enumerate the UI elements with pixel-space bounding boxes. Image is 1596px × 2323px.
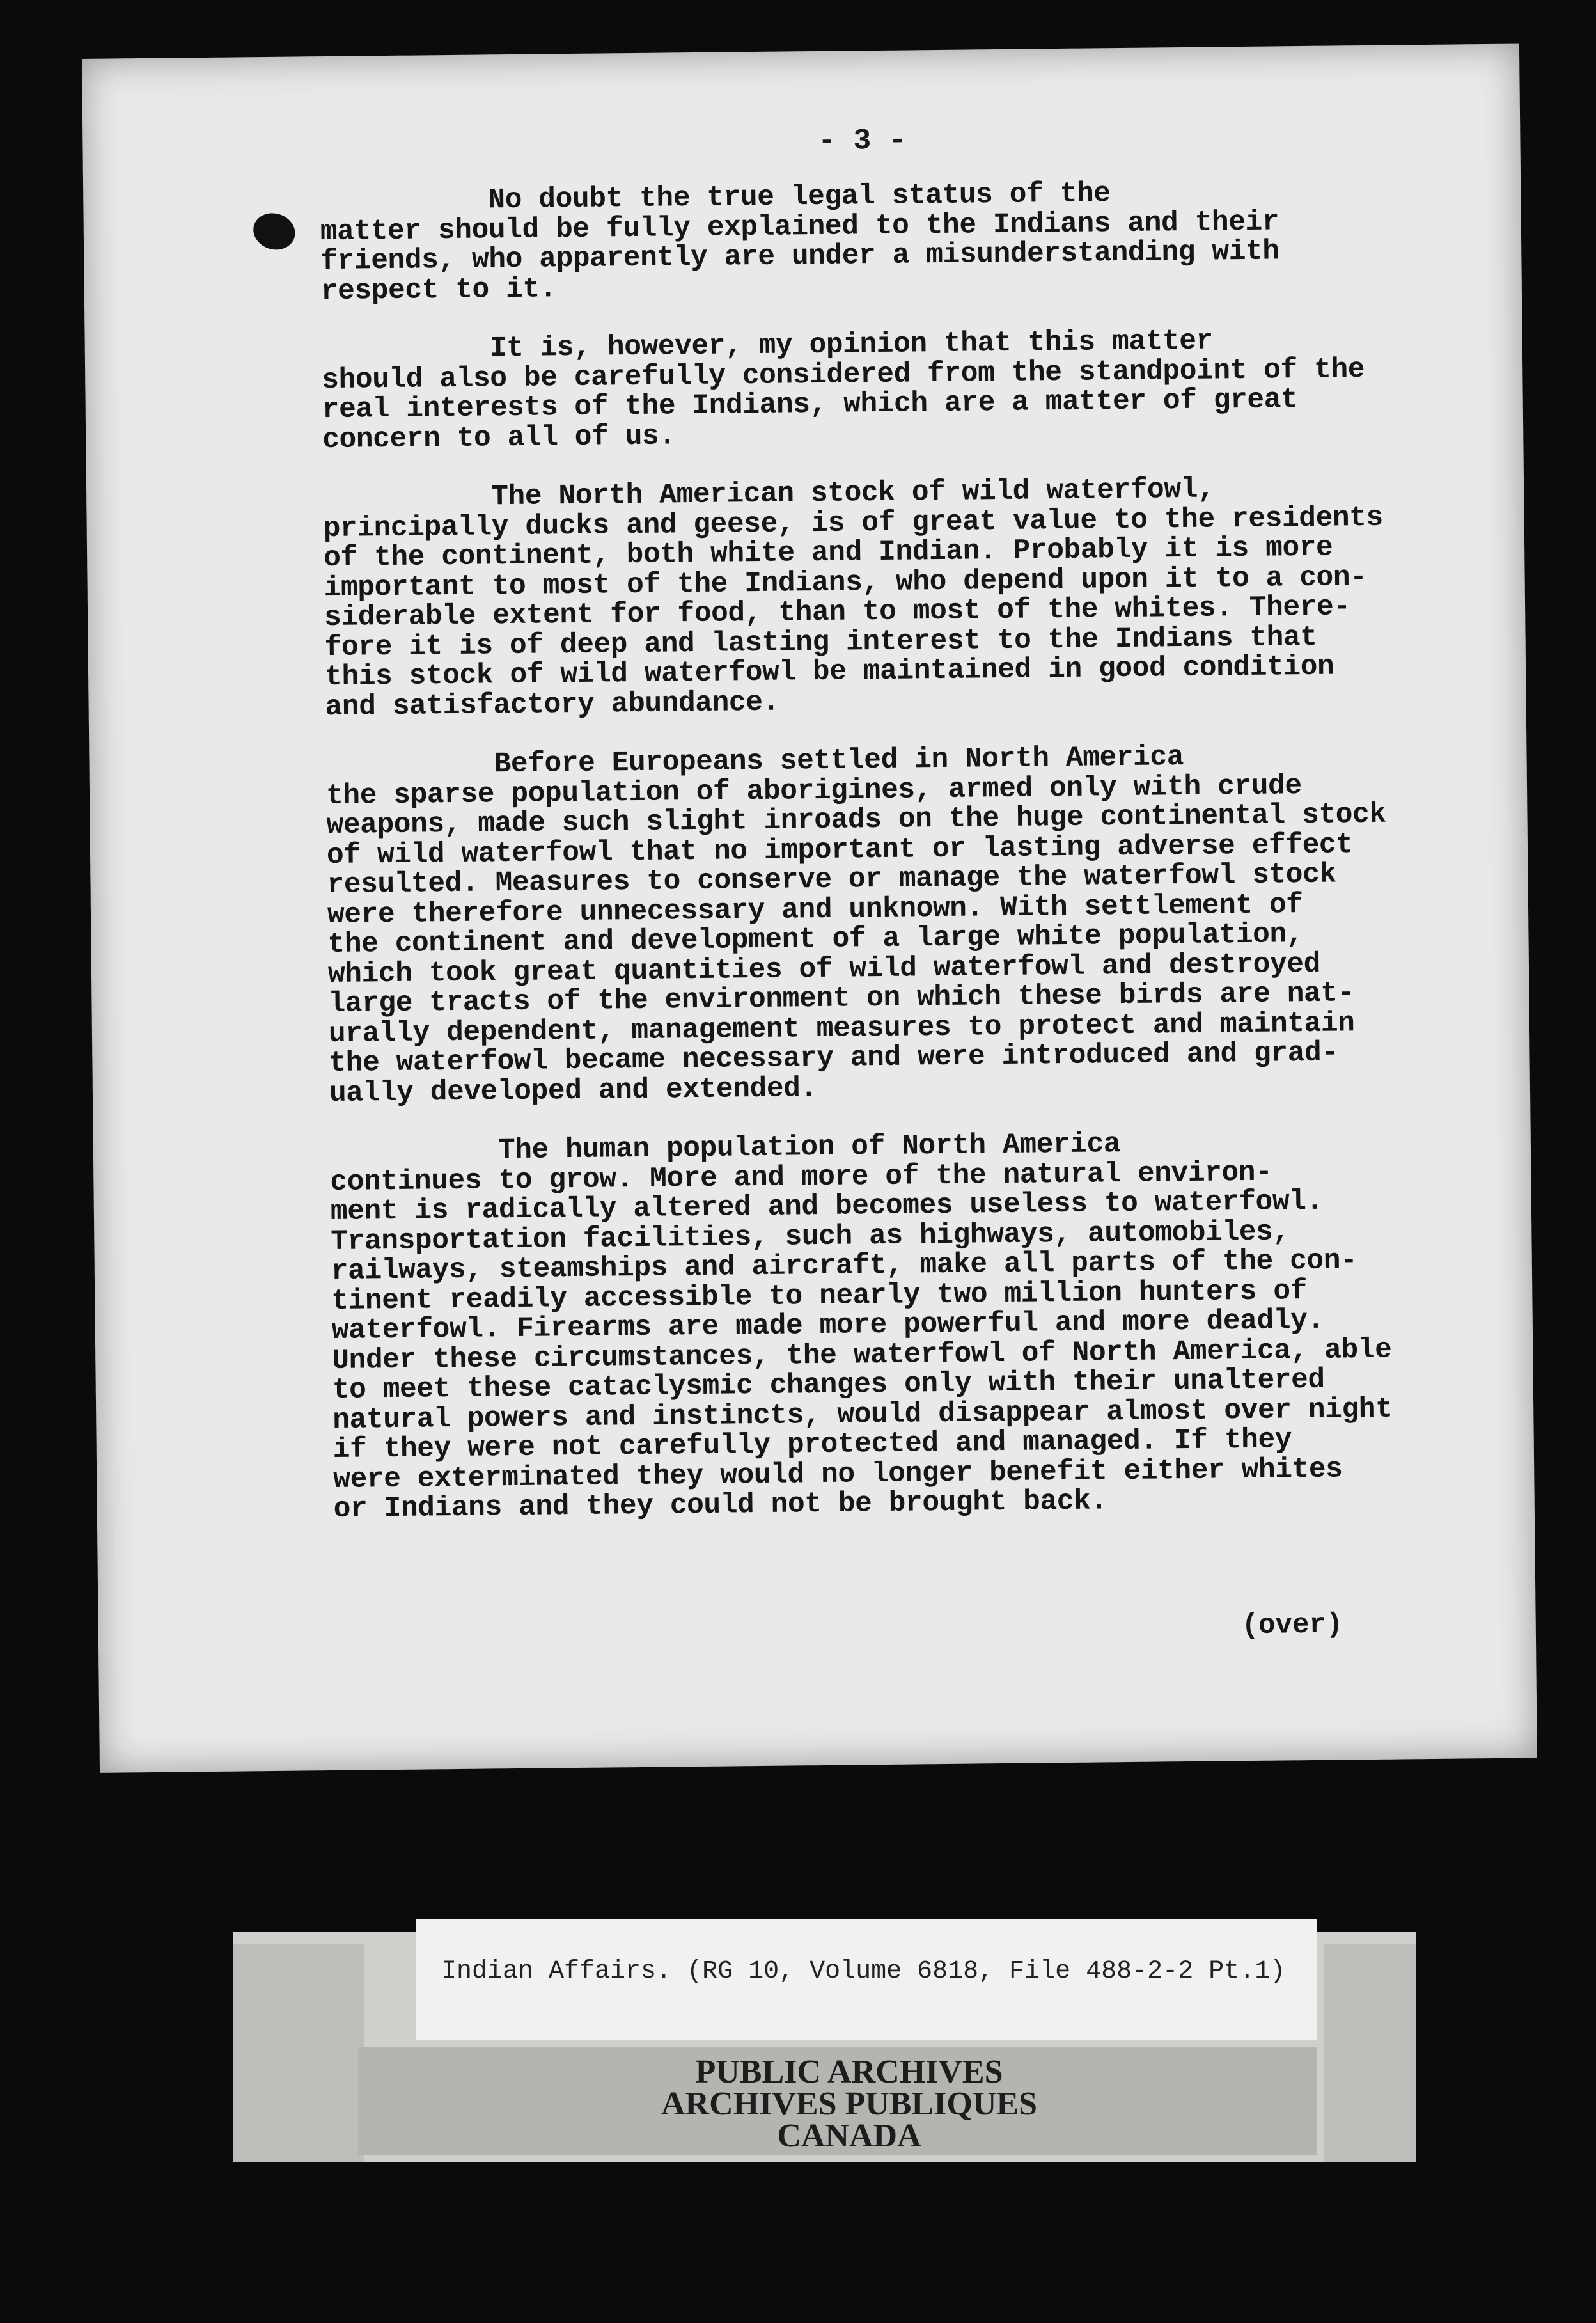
over-note: (over) (1241, 1609, 1343, 1642)
stamp-line: PUBLIC ARCHIVES (695, 2054, 1003, 2090)
paragraph: The North American stock of wild waterfowl, principally ducks and geese, is of great value to the residents of the continent, both white and Indian. Probably it is more important to most of the Indians, who depend upon it to a con- siderable extent for food, than to most of the whites. There- fore it is of deep and lasting interest to the Indians that this stock of wild waterfowl be maintained in good condition and satisfactory abundance. (322, 473, 1384, 723)
archive-stamp (51, 2056, 1596, 2152)
punch-hole-mark (249, 208, 300, 255)
stamp-line: ARCHIVES PUBLIQUES (661, 2086, 1038, 2122)
paragraph: It is, however, my opinion that this matter should also be carefully considered from the standpoint of the real interests of the Indians, which are a matter of great concern to all of us. (321, 325, 1365, 456)
document-page (82, 43, 1537, 1772)
page-number: - 3 - (818, 123, 907, 158)
stamp-line: CANADA (777, 2118, 921, 2154)
paragraph: The human population of North America continues to grow. More and more of the natural environ- ment is radically altered and becomes useless to waterfowl. Transportation facilities, such as highways, automobiles, railways, steamships and aircraft, make all parts of the con- tinent readily accessible to nearly two million hunters of waterfowl. Firearms are made more powerful and more deadly. Under these circumstances, the waterfowl of North America, able to meet these cataclysmic changes only with their unaltered natural powers and instincts, would disappear almost over night if they were not carefully protected and managed. If they were exterminated they would no longer benefit either whites or Indians and they could not be brought back. (329, 1128, 1393, 1525)
archive-reference: Indian Affairs. (RG 10, Volume 6818, File 488-2-2 Pt.1) (441, 1957, 1286, 1986)
paragraph: No doubt the true legal status of the matter should be fully explained to the Indians and their friends, who apparently are under a misunderstanding with respect to it. (320, 178, 1279, 308)
paragraph: Before Europeans settled in North America the sparse population of aborigines, armed only with crude weapons, made such slight inroads on the huge continental stock of wild waterfowl that no important or lasting adverse effect resulted. Measures to conserve or manage the waterfowl stock were therefore unnecessary and unknown. With settlement of the continent and development of a large white population, which took great quantities of wild waterfowl and destroyed large tracts of the environment on which these birds are nat- urally dependent, management measures to protect and maintain the waterfowl became necessary and were introduced and grad- ually developed and extended. (325, 741, 1386, 1110)
body-text (320, 175, 1504, 1554)
